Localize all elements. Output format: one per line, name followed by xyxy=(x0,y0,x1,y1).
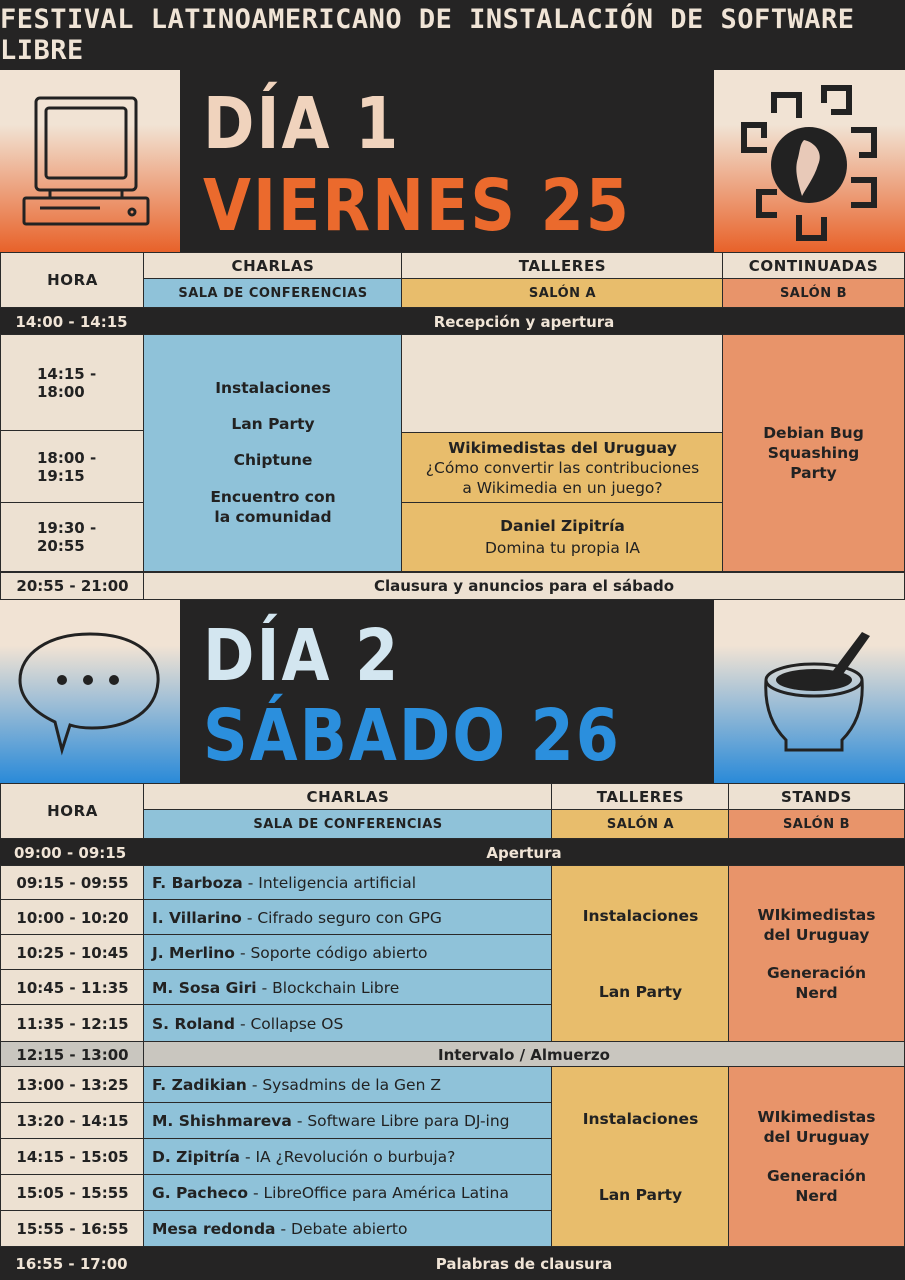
d2-talk-time: 10:00 - 10:20 xyxy=(0,899,145,936)
d2-opening-label: Apertura xyxy=(143,839,905,866)
d2-salon-b: SALÓN B xyxy=(728,809,905,839)
d2-talk-topic: - Collapse OS xyxy=(239,1014,344,1033)
day2-banner xyxy=(0,600,905,783)
d1-sala-conferencias: SALA DE CONFERENCIAS xyxy=(143,278,403,308)
d2-talk-speaker: M. Shishmareva xyxy=(152,1112,292,1130)
d2-talk-speaker: Mesa redonda xyxy=(152,1219,276,1238)
d2-break-label: Intervalo / Almuerzo xyxy=(143,1041,905,1068)
d2-talleres-afternoon xyxy=(551,1066,730,1247)
d2-talk-topic: - Sysadmins de la Gen Z xyxy=(251,1076,441,1094)
d2-talk-time: 14:15 - 15:05 xyxy=(0,1138,145,1176)
d2-taller-item: Lan Party xyxy=(598,1185,683,1204)
d2-talk-speaker: F. Barboza xyxy=(152,874,243,892)
d2-talk-speaker: D. Zipitría xyxy=(152,1148,240,1166)
d1-taller-1 xyxy=(401,432,724,504)
d1-continuadas-header: CONTINUADAS xyxy=(722,252,905,280)
d2-taller-item: Instalaciones xyxy=(582,1109,699,1128)
d2-taller-item: Instalaciones xyxy=(582,907,699,925)
d2-talk xyxy=(143,899,553,936)
d1-talleres-header: TALLERES xyxy=(401,252,724,280)
d2-talk-topic: - Inteligencia artificial xyxy=(247,874,416,892)
d1-charla-item: Encuentro con la comunidad xyxy=(210,487,336,526)
d2-talleres-header: TALLERES xyxy=(551,783,730,811)
d2-talk-speaker: F. Zadikian xyxy=(152,1076,247,1094)
d2-sala-conferencias: SALA DE CONFERENCIAS xyxy=(143,809,553,839)
speech-bubble-icon xyxy=(0,600,180,783)
d2-talk-topic: - LibreOffice para América Latina xyxy=(252,1184,509,1202)
d2-talk-topic: - Cifrado seguro con GPG xyxy=(246,908,442,927)
d2-stand-item: Generación Nerd xyxy=(766,1166,867,1205)
d2-talk-speaker: S. Roland xyxy=(152,1014,235,1033)
d2-talk xyxy=(143,1004,553,1043)
d2-closing-label: Palabras de clausura xyxy=(143,1247,905,1280)
d1-continuadas-block: Debian Bug Squashing Party xyxy=(722,334,905,572)
d2-talk xyxy=(143,969,553,1006)
d2-talk-topic: - Soporte código abierto xyxy=(239,943,428,962)
d2-break-time: 12:15 - 13:00 xyxy=(0,1041,145,1068)
d1-closing-label: Clausura y anuncios para el sábado xyxy=(143,572,905,600)
d2-talk-time: 11:35 - 12:15 xyxy=(0,1004,145,1043)
computer-icon xyxy=(0,70,180,252)
d2-talk-topic: - Software Libre para DJ-ing xyxy=(296,1112,510,1130)
day1-right-panel xyxy=(714,70,905,252)
d2-opening-time: 09:00 - 09:15 xyxy=(0,839,143,866)
d1-salon-a: SALÓN A xyxy=(401,278,724,308)
day2-title-line1: DÍA 2 xyxy=(203,613,401,698)
d2-talk-time: 13:20 - 14:15 xyxy=(0,1102,145,1140)
d2-charlas-header: CHARLAS xyxy=(143,783,553,811)
d1-taller-1-title: Wikimedistas del Uruguay xyxy=(448,438,677,457)
d2-stand-item: WIkimedistas del Uruguay xyxy=(757,905,876,944)
d1-time-1: 14:15 - 18:00 xyxy=(0,334,145,432)
d2-salon-a: SALÓN A xyxy=(551,809,730,839)
d2-talk-speaker: G. Pacheco xyxy=(152,1184,248,1202)
d2-talk xyxy=(143,1174,553,1212)
d2-talk xyxy=(143,934,553,971)
d1-time-3: 19:30 - 20:55 xyxy=(0,502,145,572)
d2-stands-morning xyxy=(728,865,905,1043)
d2-talk-time: 10:45 - 11:35 xyxy=(0,969,145,1006)
d2-stands-afternoon xyxy=(728,1066,905,1247)
latam-sun-icon xyxy=(714,70,905,252)
d2-talk-speaker: M. Sosa Giri xyxy=(152,978,257,997)
d2-talk xyxy=(143,1138,553,1176)
d1-opening-label: Recepción y apertura xyxy=(143,308,905,336)
day2-right-panel xyxy=(714,600,905,783)
d2-talk xyxy=(143,865,553,901)
d2-talk-topic: - IA ¿Revolución o burbuja? xyxy=(244,1148,456,1166)
d1-taller-1-desc: ¿Cómo convertir las contribuciones a Wikimedia en un juego? xyxy=(425,458,700,498)
d1-taller-2 xyxy=(401,502,724,572)
d1-taller-2-title: Daniel Zipitría xyxy=(500,516,625,535)
d1-charla-item: Chiptune xyxy=(233,450,313,469)
d2-stands-header: STANDS xyxy=(728,783,905,811)
d2-talk-time: 15:55 - 16:55 xyxy=(0,1210,145,1247)
d2-hora-header: HORA xyxy=(0,783,145,839)
d2-talk-topic: - Blockchain Libre xyxy=(261,978,400,997)
d2-talk-time: 13:00 - 13:25 xyxy=(0,1066,145,1104)
d1-salon-b: SALÓN B xyxy=(722,278,905,308)
d2-closing-time: 16:55 - 17:00 xyxy=(0,1247,143,1280)
d2-stand-item: Generación Nerd xyxy=(766,964,867,1003)
d1-talleres-empty xyxy=(401,334,724,434)
d2-talk xyxy=(143,1066,553,1104)
d2-talk-speaker: J. Merlino xyxy=(152,943,235,962)
d2-talk xyxy=(143,1102,553,1140)
d2-talk-time: 09:15 - 09:55 xyxy=(0,865,145,901)
day2-title-line2: SÁBADO 26 xyxy=(203,693,621,778)
d1-opening-time: 14:00 - 14:15 xyxy=(0,308,143,336)
festival-title: FESTIVAL LATINOAMERICANO DE INSTALACIÓN DE SOFTWARE LIBRE xyxy=(0,0,905,70)
day1-banner xyxy=(0,70,905,252)
d2-talk-time: 15:05 - 15:55 xyxy=(0,1174,145,1212)
d1-taller-2-desc: Domina tu propia IA xyxy=(485,539,640,557)
d1-charlas-header: CHARLAS xyxy=(143,252,403,280)
d2-talk-speaker: I. Villarino xyxy=(152,908,242,927)
mate-icon xyxy=(714,600,905,783)
d1-hora-header: HORA xyxy=(0,252,145,308)
day1-title-line1: DÍA 1 xyxy=(203,81,401,166)
d2-taller-item: Lan Party xyxy=(598,983,683,1001)
d1-closing-time: 20:55 - 21:00 xyxy=(0,572,145,600)
d2-talk-time: 10:25 - 10:45 xyxy=(0,934,145,971)
d1-time-2: 18:00 - 19:15 xyxy=(0,430,145,504)
day2-left-panel xyxy=(0,600,180,783)
d1-charla-item: Lan Party xyxy=(231,414,315,433)
d1-charlas-block xyxy=(143,334,403,572)
d1-charla-item: Instalaciones xyxy=(215,378,331,397)
d2-talk xyxy=(143,1210,553,1247)
day1-left-panel xyxy=(0,70,180,252)
d2-stand-item: WIkimedistas del Uruguay xyxy=(757,1108,876,1147)
day1-title-line2: VIERNES 25 xyxy=(203,163,631,248)
d2-talk-topic: - Debate abierto xyxy=(280,1219,408,1238)
d2-talleres-morning xyxy=(551,865,730,1043)
